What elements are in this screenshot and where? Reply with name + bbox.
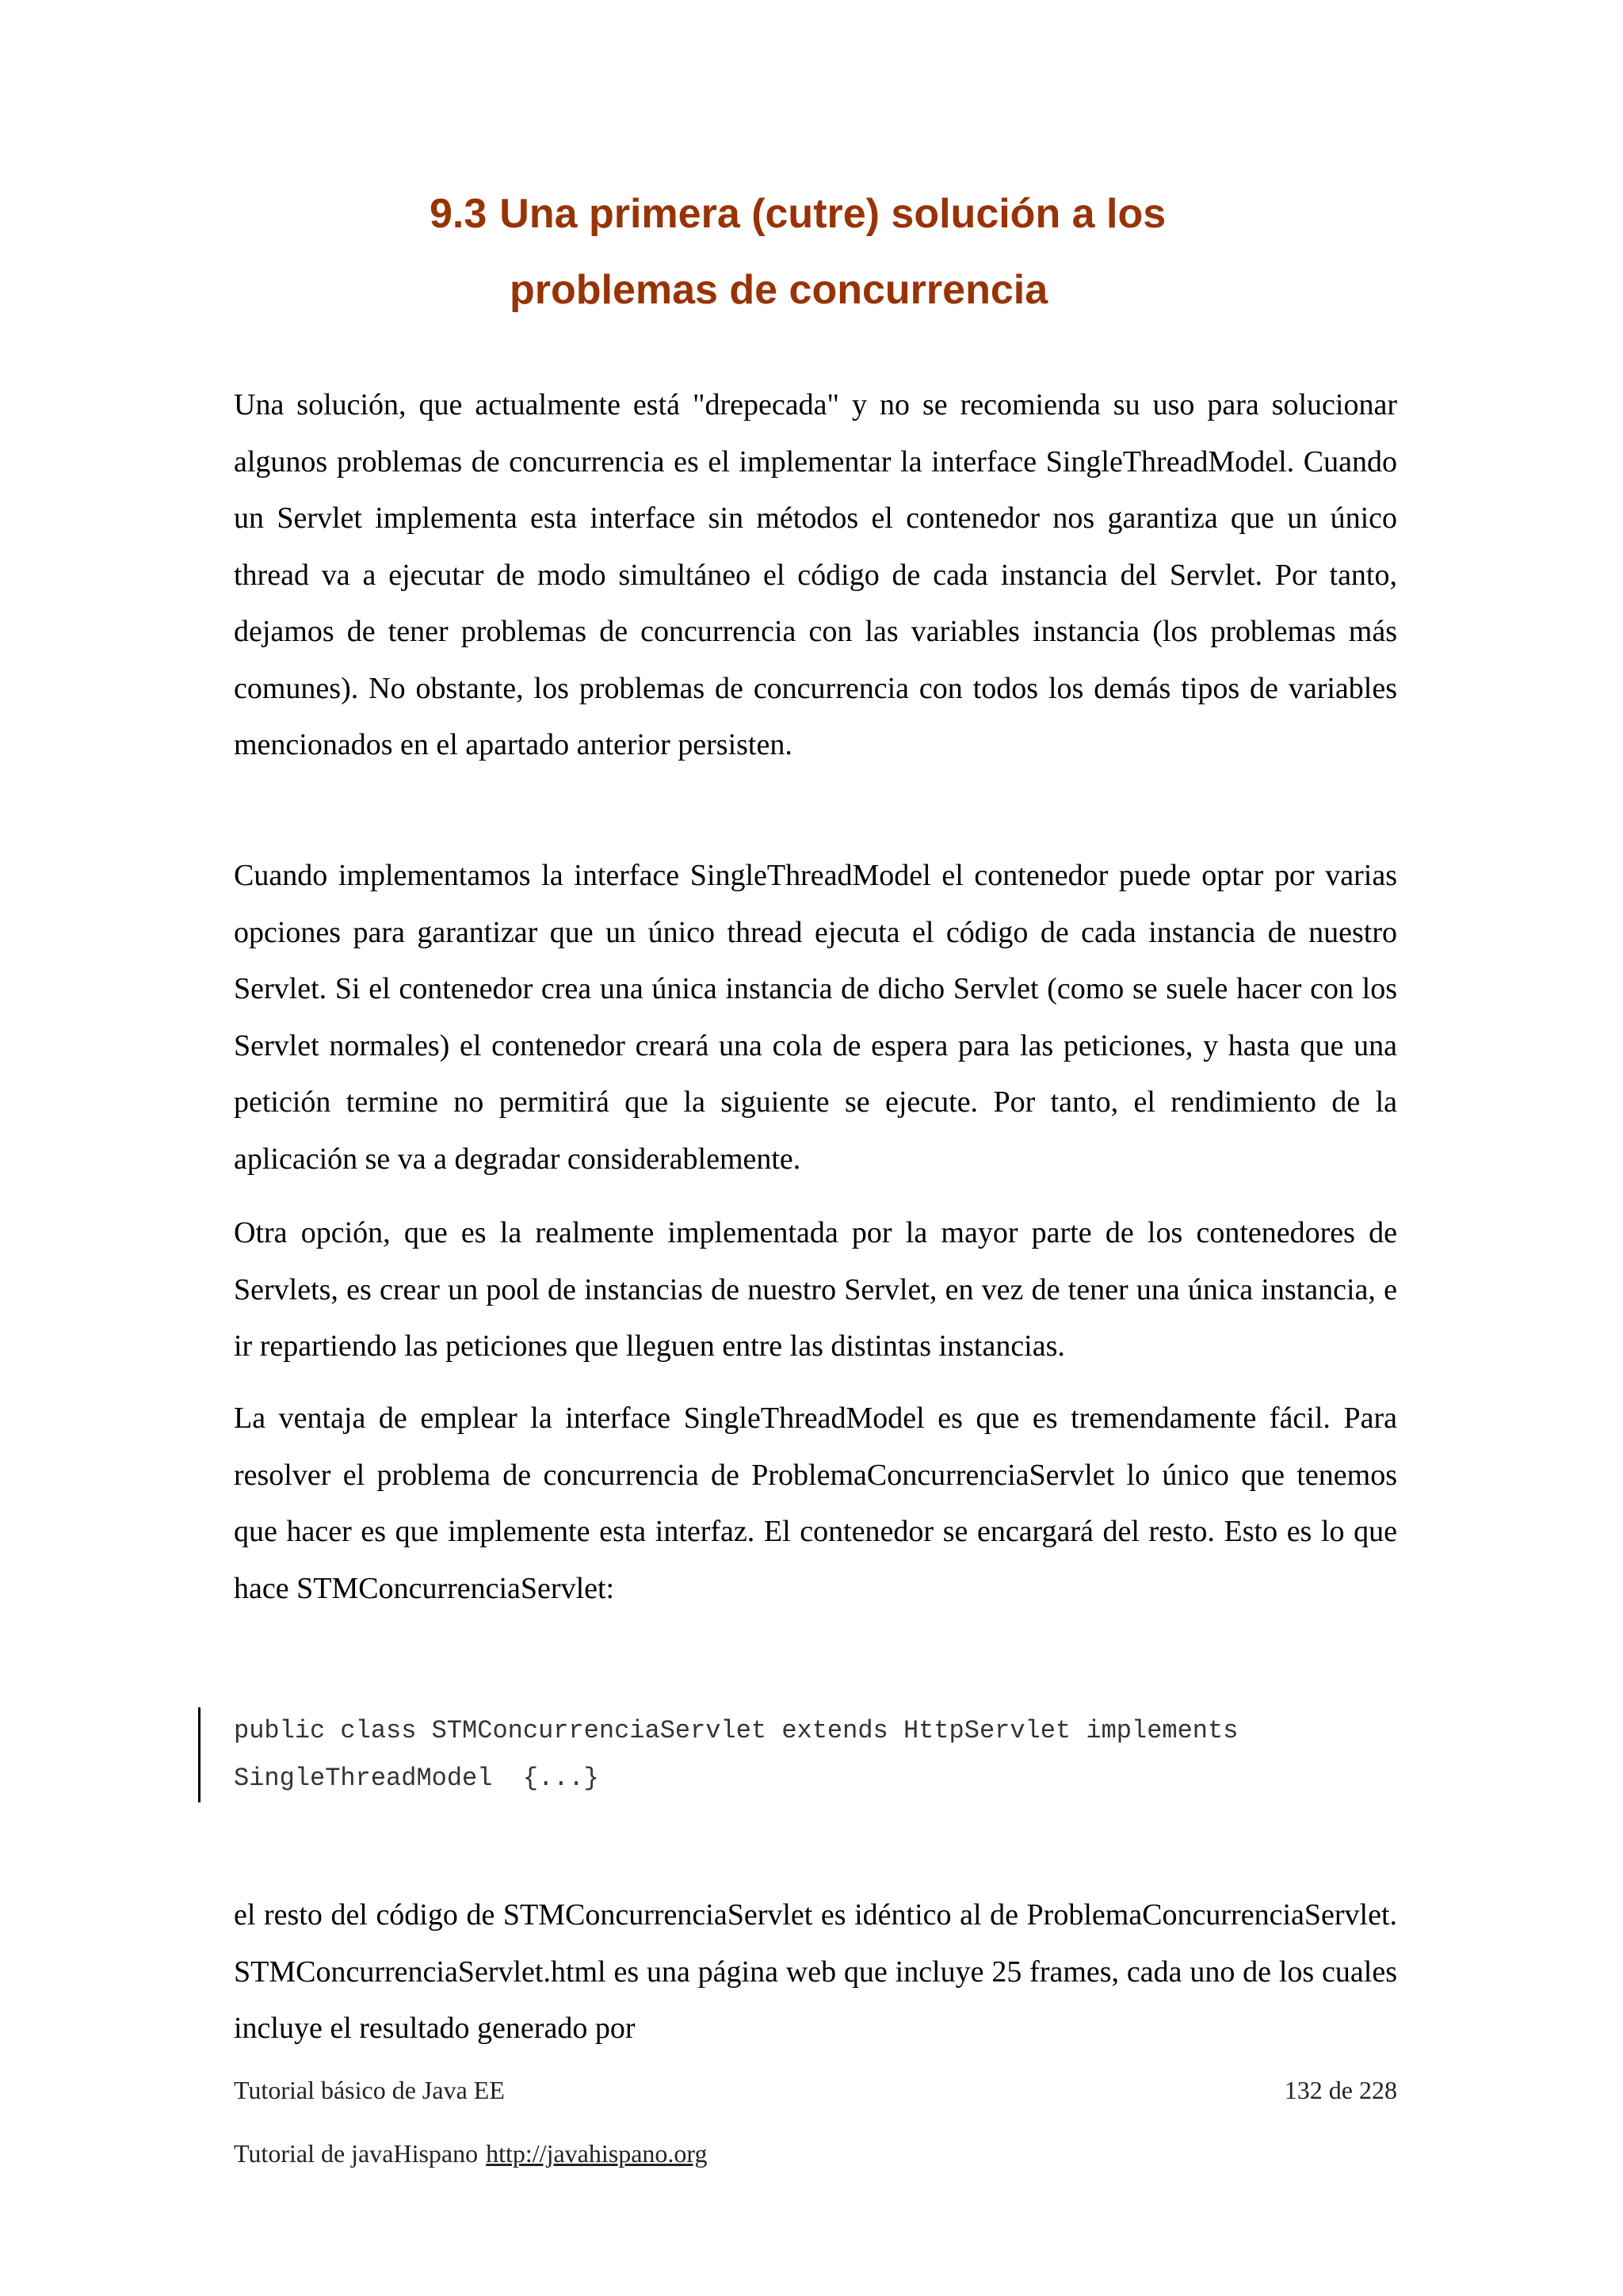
code-line-1: public class STMConcurrenciaServlet extends HttpServlet implements	[234, 1716, 1239, 1745]
code-line-2: SingleThreadModel {...}	[234, 1764, 599, 1793]
section-title-line2: problemas de concurrencia	[510, 267, 1048, 313]
paragraph-1: Una solución, que actualmente está "drepecada" y no se recomienda su uso para solucionar algunos problemas de concurrencia es el implementar la interface SingleThreadModel. Cuando un Servlet implementa esta interface sin métodos el contenedor nos garantiza que un único thread va a ejecutar de modo simultáneo el código de cada instancia del Servlet. Por tanto, dejamos de tener problemas de concurrencia con las variables instancia (los problemas más comunes). No obstante, los problemas de concurrencia con todos los demás tipos de variables mencionados en el apartado anterior persisten.	[234, 388, 1397, 761]
paragraph-5-block	[234, 1887, 1397, 2058]
paragraph-1-block	[234, 377, 1397, 774]
section-heading-line2	[510, 266, 1048, 314]
footer-link[interactable]: http://javahispano.org	[486, 2139, 708, 2168]
paragraph-2-block	[234, 848, 1397, 1188]
footer-credit-text: Tutorial de javaHispano	[234, 2139, 479, 2168]
page-number: 132	[1284, 2076, 1323, 2104]
paragraph-2: Cuando implementamos la interface SingleThreadModel el contenedor puede optar por varias opciones para garantizar que un único thread ejecuta el código de cada instancia de nuestro Servlet. Si el contenedor crea una única instancia de dicho Servlet (como se suele hacer con los Servlet normales) el contenedor creará una cola de espera para las peticiones, y hasta que una petición termine no permitirá que la siguiente se ejecute. Por tanto, el rendimiento de la aplicación se va a degradar considerablemente.	[234, 859, 1397, 1176]
footer-credit	[234, 2139, 707, 2168]
paragraph-3: Otra opción, que es la realmente implementada por la mayor parte de los contenedores de Servlets, es crear un pool de instancias de nuestro Servlet, en vez de tener una única instancia, e ir repartiendo las peticiones que lleguen entre las distintas instancias.	[234, 1216, 1397, 1363]
paragraph-4: La ventaja de emplear la interface SingleThreadModel es que es tremendamente fácil. Para resolver el problema de concurrencia de ProblemaConcurrenciaServlet lo único que tenemos que hacer es que implemente esta interfaz. El contenedor se encargará del resto. Esto es lo que hace STMConcurrenciaServlet:	[234, 1402, 1397, 1605]
footer-page-info	[1285, 2076, 1397, 2105]
page-total: 228	[1359, 2076, 1397, 2104]
section-number: 9.3	[430, 191, 487, 237]
page-of: de	[1328, 2076, 1353, 2104]
section-heading-line1	[430, 190, 1166, 238]
paragraph-4-block	[234, 1390, 1397, 1617]
code-block-marker	[198, 1707, 200, 1802]
paragraph-3-block	[234, 1205, 1397, 1375]
paragraph-5: el resto del código de STMConcurrenciaServlet es idéntico al de ProblemaConcurrenciaServlet. STMConcurrenciaServlet.html es una página web que incluye 25 frames, cada uno de los cuales incluye el resultado generado por	[234, 1898, 1397, 2045]
footer-title: Tutorial básico de Java EE	[234, 2076, 505, 2104]
code-block	[234, 1707, 1423, 1802]
section-title-line1: Una primera (cutre) solución a los	[499, 191, 1167, 237]
